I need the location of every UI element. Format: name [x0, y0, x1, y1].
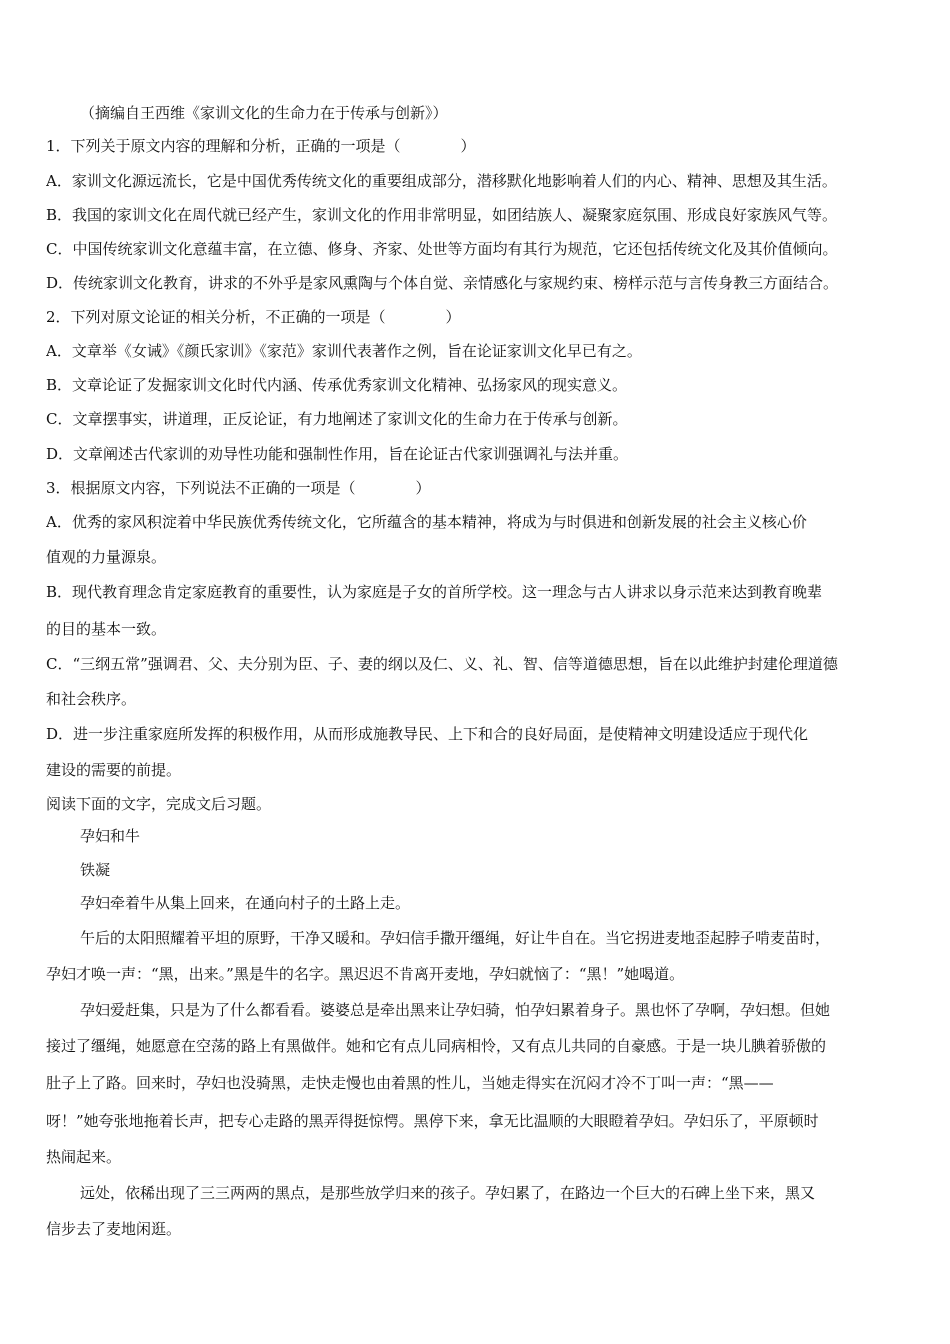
question-2-option-c: C．文章摆事实，讲道理，正反论证，有力地阐述了家训文化的生命力在于传承与创新。 [46, 410, 628, 428]
question-3-option-c-line-2: 和社会秩序。 [46, 690, 137, 708]
story-paragraph-line: 孕妇才唤一声：“黑，出来。”黑是牛的名字。黑迟迟不肯离开麦地，孕妇就恼了：“黑！”她喝道。 [46, 965, 685, 983]
question-1-option-c: C．中国传统家训文化意蕴丰富，在立德、修身、齐家、处世等方面均有其行为规范，它还包括传统文化及其价值倾向。 [46, 240, 838, 258]
question-3-option-c-line-1: C．“三纲五常”强调君、父、夫分别为臣、子、妻的纲以及仁、义、礼、智、信等道德思想，旨在以此维护封建伦理道德 [46, 655, 838, 673]
question-3-option-d-line-1: D．进一步注重家庭所发挥的积极作用，从而形成施教导民、上下和合的良好局面，是使精神文明建设适应于现代化 [46, 725, 809, 743]
question-1-option-d: D．传统家训文化教育，讲求的不外乎是家风熏陶与个体自觉、亲情感化与家规约束、榜样示范与言传身教三方面结合。 [46, 274, 839, 292]
question-3-option-a-line-1: A．优秀的家风积淀着中华民族优秀传统文化，它所蕴含的基本精神，将成为与时俱进和创新发展的社会主义核心价 [46, 513, 807, 531]
story-title: 孕妇和牛 [80, 827, 141, 845]
question-2-option-a: A．文章举《女诫》《颜氏家训》《家范》家训代表著作之例，旨在论证家训文化早已有之。 [46, 342, 642, 360]
question-1-option-b: B．我国的家训文化在周代就已经产生，家训文化的作用非常明显，如团结族人、凝聚家庭氛围、形成良好家族风气等。 [46, 206, 838, 224]
question-1-stem: 1．下列关于原文内容的理解和分析，正确的一项是（ ） [46, 137, 476, 155]
reading-instruction: 阅读下面的文字，完成文后习题。 [46, 795, 272, 813]
story-paragraph-line: 信步去了麦地闲逛。 [46, 1220, 182, 1238]
question-2-option-b: B．文章论证了发掘家训文化时代内涵、传承优秀家训文化精神、弘扬家风的现实意义。 [46, 376, 628, 394]
story-paragraph-line: 热闹起来。 [46, 1148, 122, 1166]
question-3-option-b-line-1: B．现代教育理念肯定家庭教育的重要性，认为家庭是子女的首所学校。这一理念与古人讲求以身示范来达到教育晚辈 [46, 583, 823, 601]
story-paragraph-line: 孕妇牵着牛从集上回来，在通向村子的土路上走。 [80, 894, 411, 912]
story-paragraph-line: 呀！”她夸张地拖着长声，把专心走路的黑弄得挺惊愕。黑停下来，拿无比温顺的大眼瞪着孕妇。孕妇乐了，平原顿时 [46, 1112, 819, 1130]
question-3-option-d-line-2: 建设的需要的前提。 [46, 761, 182, 779]
question-3-stem: 3．根据原文内容，下列说法不正确的一项是（ ） [46, 479, 431, 497]
story-paragraph-line: 孕妇爱赶集，只是为了什么都看看。婆婆总是牵出黑来让孕妇骑，怕孕妇累着身子。黑也怀了孕啊，孕妇想。但她 [80, 1001, 831, 1019]
question-3-option-a-line-2: 值观的力量源泉。 [46, 548, 167, 566]
story-paragraph-line: 远处，依稀出现了三三两两的黑点，是那些放学归来的孩子。孕妇累了，在路边一个巨大的石碑上坐下来，黑又 [80, 1184, 816, 1202]
question-3-option-b-line-2: 的目的基本一致。 [46, 620, 167, 638]
question-2-stem: 2．下列对原文论证的相关分析，不正确的一项是（ ） [46, 308, 461, 326]
story-paragraph-line: 接过了缰绳，她愿意在空荡的路上有黑做伴。她和它有点儿同病相怜，又有点儿共同的自豪感。于是一块儿腆着骄傲的 [46, 1037, 827, 1055]
story-author: 铁凝 [80, 861, 111, 879]
source-note: （摘编自王西维《家训文化的生命力在于传承与创新》） [80, 104, 448, 122]
question-2-option-d: D．文章阐述古代家训的劝导性功能和强制性作用，旨在论证古代家训强调礼与法并重。 [46, 445, 629, 463]
story-paragraph-line: 肚子上了路。回来时，孕妇也没骑黑，走快走慢也由着黑的性儿，当她走得实在沉闷才冷不丁叫一声：“黑—— [46, 1074, 774, 1092]
story-paragraph-line: 午后的太阳照耀着平坦的原野，干净又暖和。孕妇信手撒开缰绳，好让牛自在。当它拐进麦地歪起脖子啃麦苗时， [80, 929, 831, 947]
question-1-option-a: A．家训文化源远流长，它是中国优秀传统文化的重要组成部分，潜移默化地影响着人们的内心、精神、思想及其生活。 [46, 172, 837, 190]
